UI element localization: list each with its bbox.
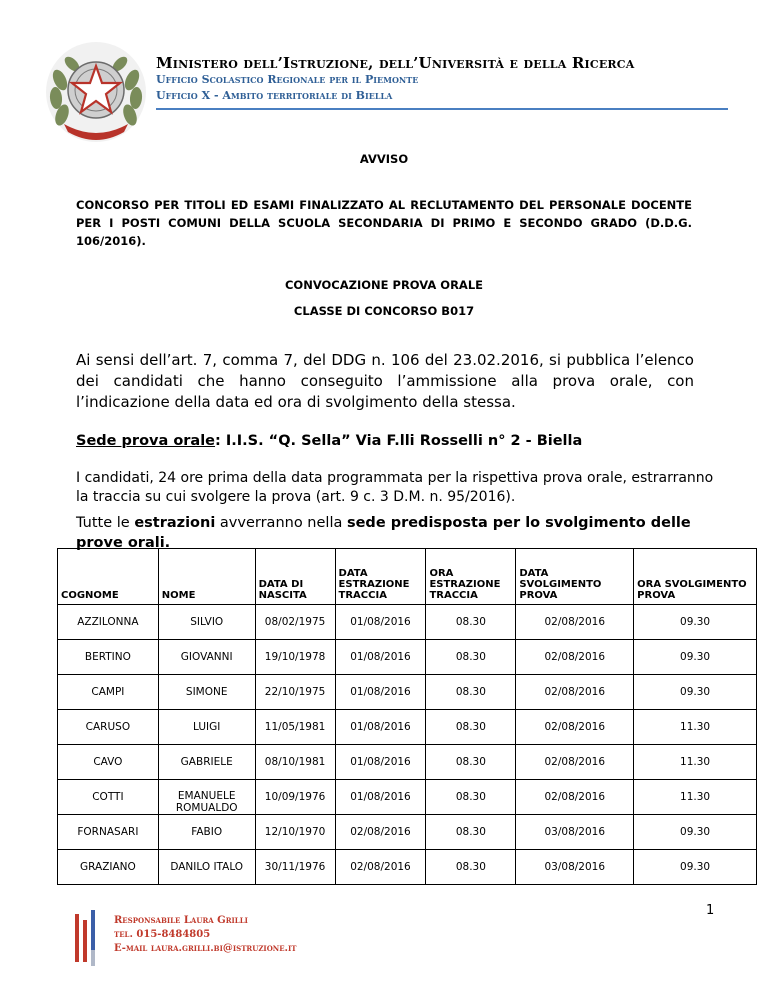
text-bold: estrazioni [134,515,216,531]
table-cell: 08.30 [426,675,516,710]
column-header: ORA ESTRAZIONE TRACCIA [426,549,516,605]
table-cell: 12/10/1970 [255,815,335,850]
footer-phone: tel. 015-8484805 [114,929,211,940]
table-cell: EMANUELE ROMUALDO [158,780,255,815]
table-cell: 02/08/2016 [516,675,634,710]
table-cell: 01/08/2016 [335,640,426,675]
table-cell: 03/08/2016 [516,850,634,885]
text-part: Tutte le [76,515,135,531]
notice-heading: AVVISO [359,152,409,166]
column-header: DATA DI NASCITA [255,549,335,605]
table-cell: 02/08/2016 [516,745,634,780]
table-cell: 30/11/1976 [255,850,335,885]
table-cell: 01/08/2016 [335,710,426,745]
class-heading: CLASSE DI CONCORSO B017 [293,304,475,318]
venue-value: : I.I.S. “Q. Sella” Via F.lli Rosselli n° 2 - Biella [215,433,583,449]
column-header: NOME [158,549,255,605]
exam-venue [76,433,582,449]
table-cell: BERTINO [58,640,159,675]
table-row [58,850,757,885]
table-cell: 11.30 [634,780,757,815]
table-cell: 02/08/2016 [335,815,426,850]
table-cell: 09.30 [634,815,757,850]
table-cell: 08.30 [426,815,516,850]
table-cell: 03/08/2016 [516,815,634,850]
table-cell: FABIO [158,815,255,850]
table-cell: 01/08/2016 [335,605,426,640]
table-header-row [58,549,757,605]
text-part: avverranno nella [215,515,347,531]
table-row [58,780,757,815]
column-header: COGNOME [58,549,159,605]
table-cell: 02/08/2016 [516,710,634,745]
office-regional: Ufficio Scolastico Regionale per il Piemonte [156,73,419,86]
intro-paragraph: Ai sensi dell’art. 7, comma 7, del DDG n. 106 del 23.02.2016, si pubblica l’elenco dei candidati che hanno conseguito l’ammissione alla prova orale, con l’indicazione della data ed ora di svolgimento della stessa. [76,351,694,411]
table-cell: 02/08/2016 [516,640,634,675]
table-cell: 08.30 [426,605,516,640]
office-territorial: Ufficio X - Ambito territoriale di Biella [156,89,393,102]
table-cell: 08/02/1975 [255,605,335,640]
table-cell: CAMPI [58,675,159,710]
table-cell: 08.30 [426,850,516,885]
column-header: ORA SVOLGIMENTO PROVA [634,549,757,605]
footer-logo-bars [74,910,100,966]
table-cell: 02/08/2016 [516,780,634,815]
venue-label: Sede prova orale [76,433,216,449]
table-cell: 08.30 [426,745,516,780]
table-cell: FORNASARI [58,815,159,850]
table-cell: SIMONE [158,675,255,710]
table-cell: SILVIO [158,605,255,640]
table-cell: 09.30 [634,850,757,885]
ministry-title: Ministero dell’Istruzione, dell’Università e della Ricerca [156,54,635,72]
extraction-location-note [76,513,726,553]
convocation-heading: CONVOCAZIONE PROVA ORALE [284,278,484,292]
table-row [58,605,757,640]
table-cell: 22/10/1975 [255,675,335,710]
page-number: 1 [706,903,715,918]
table-cell: LUIGI [158,710,255,745]
table-cell: 01/08/2016 [335,745,426,780]
table-row [58,745,757,780]
table-cell: 01/08/2016 [335,780,426,815]
footer-responsabile: Responsabile Laura Grilli [114,915,248,926]
text-bold: sede predisposta per lo svolgimento delle prove orali. [76,515,691,551]
table-cell: GIOVANNI [158,640,255,675]
table-cell: 02/08/2016 [335,850,426,885]
table-row [58,675,757,710]
table-cell: 08/10/1981 [255,745,335,780]
table-cell: 08.30 [426,780,516,815]
column-header: DATA ESTRAZIONE TRACCIA [335,549,426,605]
header-divider [156,108,728,110]
table-cell: 02/08/2016 [516,605,634,640]
table-cell: GABRIELE [158,745,255,780]
table-cell: 09.30 [634,675,757,710]
table-cell: 10/09/1976 [255,780,335,815]
table-cell: 09.30 [634,640,757,675]
table-cell: 11/05/1981 [255,710,335,745]
repubblica-emblem [44,40,148,144]
table-row [58,815,757,850]
table-cell: 01/08/2016 [335,675,426,710]
table-cell: CAVO [58,745,159,780]
candidates-table [57,548,757,885]
table-cell: 08.30 [426,710,516,745]
table-cell: AZZILONNA [58,605,159,640]
table-cell: DANILO ITALO [158,850,255,885]
contest-title: CONCORSO PER TITOLI ED ESAMI FINALIZZATO AL RECLUTAMENTO DEL PERSONALE DOCENTE PER I POSTI COMUNI DELLA SCUOLA SECONDARIA DI PRIMO E SECONDO GRADO (D.D.G. 106/2016). [76,198,692,248]
table-row [58,640,757,675]
table-cell: CARUSO [58,710,159,745]
table-cell: 11.30 [634,710,757,745]
table-cell: 19/10/1978 [255,640,335,675]
table-cell: COTTI [58,780,159,815]
table-row [58,710,757,745]
table-cell: 11.30 [634,745,757,780]
column-header: DATA SVOLGIMENTO PROVA [516,549,634,605]
table-cell: GRAZIANO [58,850,159,885]
extraction-note: I candidati, 24 ore prima della data programmata per la rispettiva prova orale, estrarranno la traccia su cui svolgere la prova (art. 9 c. 3 D.M. n. 95/2016). [76,470,714,505]
footer-email[interactable]: E-mail laura.grilli.bi@istruzione.it [114,943,297,954]
table-cell: 08.30 [426,640,516,675]
table-cell: 09.30 [634,605,757,640]
